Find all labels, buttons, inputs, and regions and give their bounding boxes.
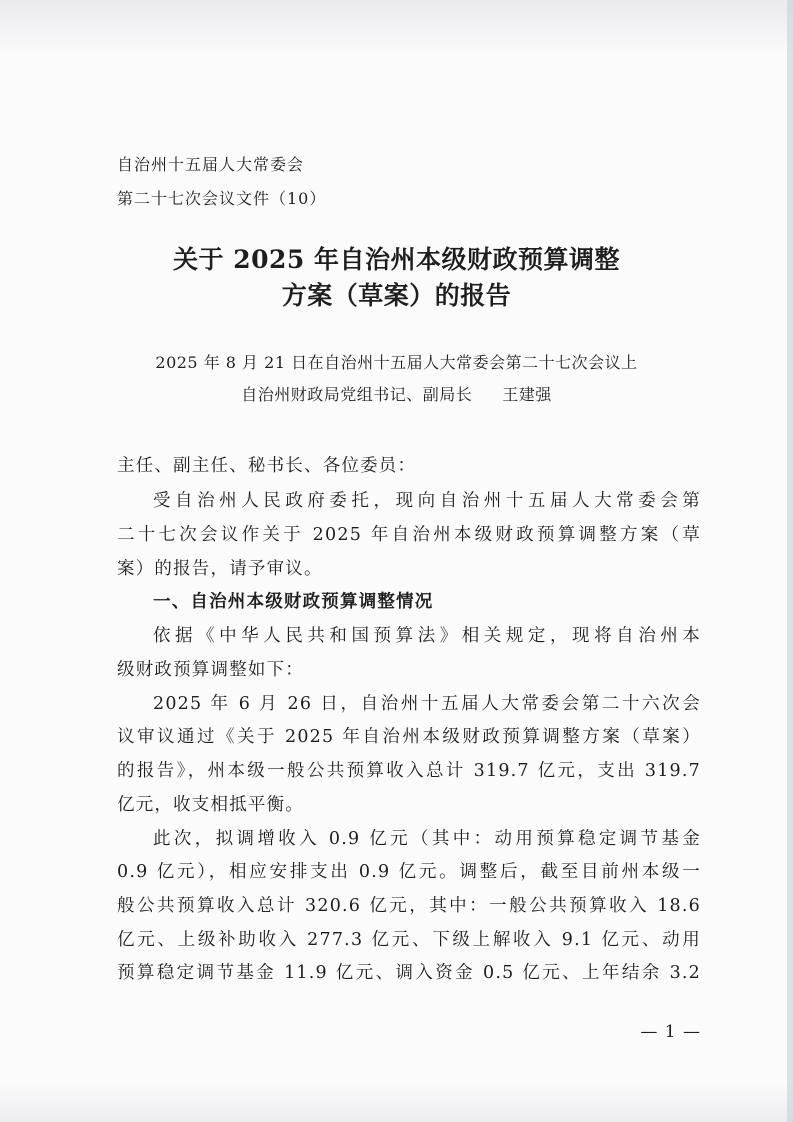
paragraph-line: 二十七次会议作关于 2025 年自治州本级财政预算调整方案（草 — [117, 525, 701, 545]
paragraph-line: 2025 年 6 月 26 日，自治州十五届人大常委会第二十六次会 — [153, 694, 701, 714]
paragraph-line: 亿元，收支相抵平衡。 — [117, 795, 304, 815]
paragraph-line: 议审议通过《关于 2025 年自治州本级财政预算调整方案（草案） — [117, 727, 701, 747]
scan-shadow-right — [787, 0, 793, 1122]
document-title-line-2: 方案（草案）的报告 — [281, 281, 512, 310]
document-id-line-1: 自治州十五届人大常委会 — [117, 155, 305, 174]
paragraph-line: 亿元、上级补助收入 277.3 亿元、下级上解收入 9.1 亿元、动用 — [117, 930, 701, 950]
paragraph-line: 级财政预算调整如下： — [117, 660, 304, 680]
paragraph-line: 案）的报告，请予审议。 — [117, 559, 323, 579]
speaker-name: 王建强 — [502, 385, 552, 404]
scan-shadow-top — [0, 0, 793, 55]
report-occasion: 2025 年 8 月 21 日在自治州十五届人大常委会第二十七次会议上 — [155, 353, 638, 372]
paragraph-line: 依据《中华人民共和国预算法》相关规定，现将自治州本 — [153, 626, 701, 646]
paragraph-line: 的报告》，州本级一般公共预算收入总计 319.7 亿元，支出 319.7 — [117, 761, 701, 781]
salutation: 主任、副主任、秘书长、各位委员： — [117, 456, 417, 476]
paragraph-line: 受自治州人民政府委托，现向自治州十五届人大常委会第 — [153, 491, 701, 511]
scan-shadow-bottom — [0, 1082, 793, 1122]
speaker-role: 自治州财政局党组书记、副局长 — [241, 385, 473, 404]
document-title-line-1: 关于 2025 年自治州本级财政预算调整 — [173, 245, 620, 274]
document-id-line-2: 第二十七次会议文件（10） — [117, 189, 327, 208]
paragraph-line: 般公共预算收入总计 320.6 亿元，其中：一般公共预算收入 18.6 — [117, 896, 701, 916]
paragraph-line: 此次，拟调增收入 0.9 亿元（其中：动用预算稳定调节基金 — [153, 829, 701, 849]
page-number: — 1 — — [640, 1022, 701, 1042]
paragraph-line: 预算稳定调节基金 11.9 亿元、调入资金 0.5 亿元、上年结余 3.2 — [117, 963, 701, 983]
paragraph-line: 0.9 亿元），相应安排支出 0.9 亿元。调整后，截至目前州本级一 — [117, 862, 701, 882]
section-heading: 一、自治州本级财政预算调整情况 — [153, 592, 434, 612]
report-speaker — [0, 382, 793, 405]
